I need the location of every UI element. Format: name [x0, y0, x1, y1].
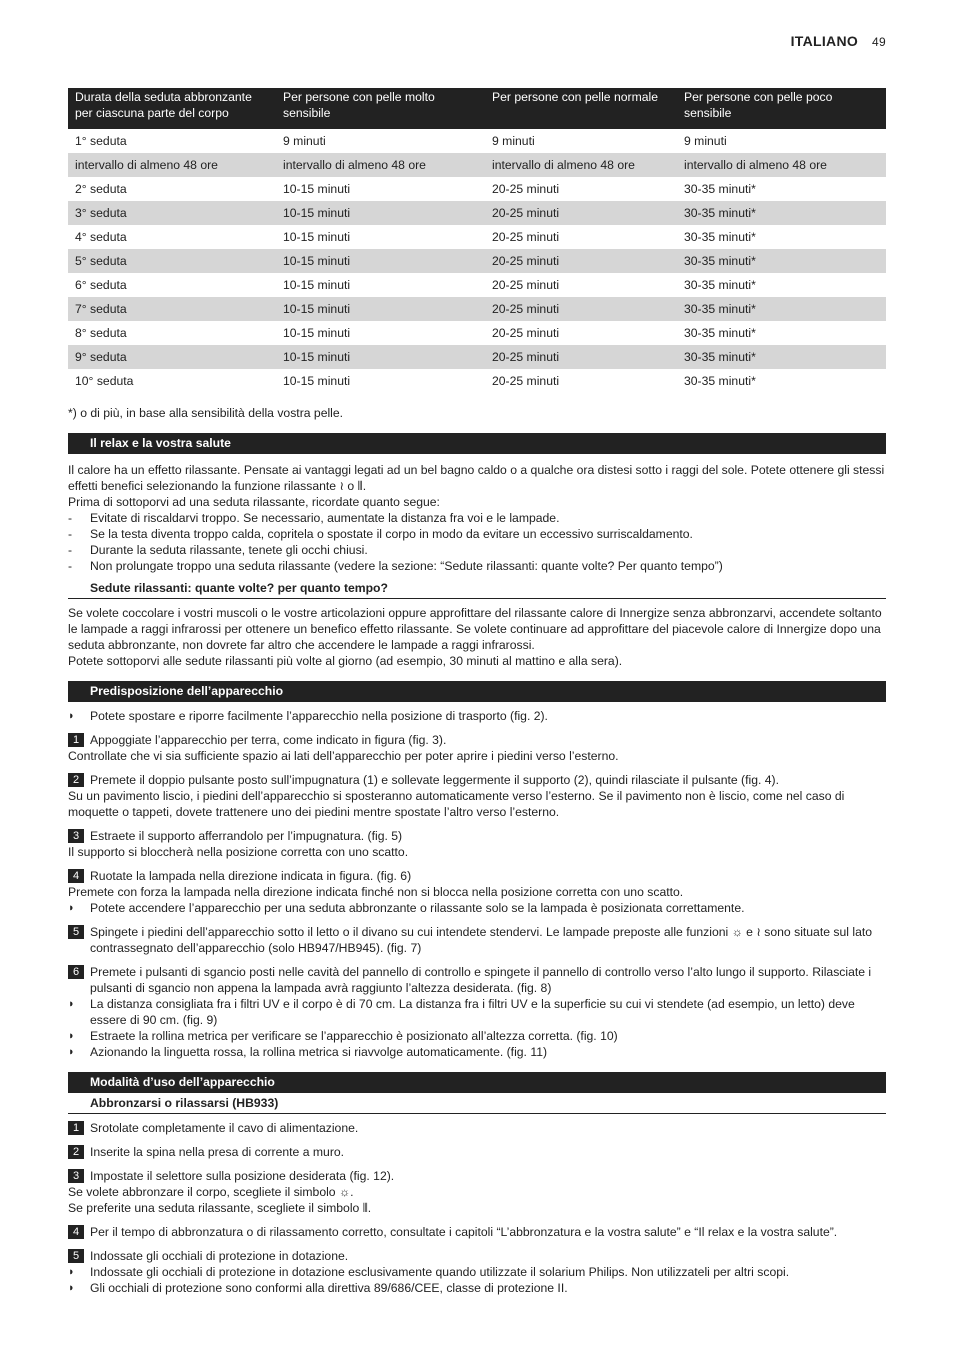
step-note: Su un pavimento liscio, i piedini dell’apparecchio si sposteranno automaticamente verso l’esterno. Se il pavimento non è liscio, come nel caso di moquette o tappeti, dovete trattenere uno dei piedini mentre spostate l’altro verso l’esterno. — [68, 789, 845, 819]
bullet-item: ◗ Estraete la rollina metrica per verificare se l’apparecchio è posizionato all’altezza corretta. (fig. 10) — [68, 1029, 618, 1043]
section-title: Modalità d’uso dell’apparecchio — [68, 1072, 886, 1093]
table-cell: 20-25 minuti — [485, 345, 677, 369]
table-row — [68, 273, 886, 297]
bullet-item: ◗ Azionando la linguetta rossa, la rollina metrica si riavvolge automaticamente. (fig. 11) — [68, 1045, 548, 1059]
subsection-title: Sedute rilassanti: quante volte? per quanto tempo? — [90, 581, 388, 595]
table-cell: 1° seduta — [75, 134, 127, 148]
table-header: Per persone con pelle normale — [485, 88, 677, 129]
table-cell: 5° seduta — [68, 249, 276, 273]
bullet-item: ◗ La distanza consigliata fra i filtri UV e il corpo è di 70 cm. La distanza fra i filtri UV e la superficie su cui vi stendete (ad esempio, un letto) deve essere di 90 cm. (fig. 9) — [68, 997, 855, 1027]
table-cell: 9 minuti — [684, 134, 727, 148]
step-note: Controllate che vi sia sufficiente spazio ai lati dell’apparecchio per poter aprire i piedini verso l’esterno. — [68, 749, 619, 763]
table-row — [68, 345, 886, 369]
table-cell: 30-35 minuti* — [677, 249, 886, 273]
table-cell: 6° seduta — [75, 278, 127, 292]
bullet-item: ◗ Potete spostare e riporre facilmente l’apparecchio nella posizione di trasporto (fig. 2). — [68, 709, 548, 723]
step: 6 Premete i pulsanti di sgancio posti nelle cavità del pannello di controllo e spingete il pannello di controllo verso l’alto lungo il supporto. Rilasciate i pulsanti di sgancio non appena la lampada avrà raggiunto l’altezza desiderata. (fig. 8) — [68, 964, 886, 996]
table-cell: 30-35 minuti* — [677, 345, 886, 369]
step-note: Se preferite una seduta rilassante, scegliete il simbolo ⫴. — [68, 1201, 372, 1215]
table-cell: 10-15 minuti — [276, 249, 485, 273]
section-title: Il relax e la vostra salute — [68, 433, 886, 454]
table-row — [68, 297, 886, 321]
table-cell: 9° seduta — [68, 345, 276, 369]
table-row — [68, 321, 886, 345]
divider — [68, 1113, 886, 1114]
table-cell: 10° seduta — [75, 374, 134, 388]
page-header — [791, 33, 886, 50]
step: 3 Impostate il selettore sulla posizione desiderata (fig. 12). — [68, 1168, 886, 1184]
list-item: - Durante la seduta rilassante, tenete gli occhi chiusi. — [68, 543, 368, 557]
step: 1 Appoggiate l’apparecchio per terra, come indicato in figura (fig. 3). — [68, 732, 886, 748]
list-item: - Non prolungate troppo una seduta rilassante (vedere la sezione: “Sedute rilassanti: quante volte? Per quanto tempo”) — [68, 559, 723, 573]
paragraph: Potete sottoporvi alle sedute rilassanti più volte al giorno (ad esempio, 30 minuti al mattino e alla sera). — [68, 654, 623, 668]
language-label: ITALIANO — [790, 33, 859, 49]
table-cell: 20-25 minuti — [485, 201, 677, 225]
table-cell: intervallo di almeno 48 ore — [485, 153, 677, 177]
table-cell: 10-15 minuti — [276, 297, 485, 321]
table-cell: 20-25 minuti — [492, 230, 560, 244]
table-row — [68, 201, 886, 225]
step: 3 Estraete il supporto afferrandolo per l’impugnatura. (fig. 5) — [68, 828, 886, 844]
table-cell: 20-25 minuti — [492, 326, 560, 340]
table-header: Per persone con pelle molto sensibile — [276, 88, 485, 129]
bullet-item: ◗ Potete accendere l’apparecchio per una seduta abbronzante o rilassante solo se la lampada è posizionata correttamente. — [68, 901, 745, 915]
table-cell: 7° seduta — [68, 297, 276, 321]
table-cell: 10-15 minuti — [283, 230, 351, 244]
table-cell: 30-35 minuti* — [677, 297, 886, 321]
step: 2 Inserite la spina nella presa di corrente a muro. — [68, 1144, 886, 1160]
table-cell: intervallo di almeno 48 ore — [677, 153, 886, 177]
table-cell: 20-25 minuti — [492, 374, 560, 388]
table-cell: 9 minuti — [492, 134, 535, 148]
step: 4 Ruotate la lampada nella direzione indicata in figura. (fig. 6) — [68, 868, 886, 884]
table-cell: 20-25 minuti — [492, 278, 560, 292]
table-header: Per persone con pelle poco sensibile — [677, 88, 886, 129]
table-cell: intervallo di almeno 48 ore — [68, 153, 276, 177]
table-cell: 10-15 minuti — [276, 201, 485, 225]
list-item: - Evitate di riscaldarvi troppo. Se necessario, aumentate la distanza fra voi e le lampade. — [68, 511, 560, 525]
step: 1 Srotolate completamente il cavo di alimentazione. — [68, 1120, 886, 1136]
table-row — [68, 249, 886, 273]
table-cell: 30-35 minuti* — [684, 230, 756, 244]
table-cell: 4° seduta — [75, 230, 127, 244]
paragraph: Il calore ha un effetto rilassante. Pensate ai vantaggi legati ad un bel bagno caldo o a qualche ora distesi sotto i raggi del sole. Potete ottenere gli stessi effetti benefici selezionando la funzione rilassante ≀ o ⫴. — [68, 463, 885, 493]
table-cell: 30-35 minuti* — [677, 201, 886, 225]
paragraph: Prima di sottoporvi ad una seduta rilassante, ricordate quanto segue: — [68, 495, 440, 509]
table-row — [68, 177, 886, 201]
divider — [68, 598, 886, 599]
table-cell: 10-15 minuti — [283, 374, 351, 388]
table-cell: 10-15 minuti — [283, 278, 351, 292]
table-cell: 2° seduta — [75, 182, 127, 196]
table-header-row — [68, 88, 886, 129]
table-cell: 20-25 minuti — [485, 249, 677, 273]
table-cell: 20-25 minuti — [485, 297, 677, 321]
step-note: Se volete abbronzare il corpo, scegliete il simbolo ☼. — [68, 1185, 354, 1199]
table-row — [68, 153, 886, 177]
section-title: Predisposizione dell’apparecchio — [68, 681, 886, 702]
subsection-title: Abbronzarsi o rilassarsi (HB933) — [90, 1096, 279, 1110]
table-cell: 30-35 minuti* — [684, 374, 756, 388]
table-cell: 20-25 minuti — [492, 182, 560, 196]
tanning-table — [68, 88, 886, 393]
bullet-item: ◗ Indossate gli occhiali di protezione in dotazione esclusivamente quando utilizzate il solarium Philips. Non utilizzateli per altri scopi. — [68, 1265, 790, 1279]
table-cell: 30-35 minuti* — [684, 326, 756, 340]
table-cell: 3° seduta — [68, 201, 276, 225]
bullet-item: ◗ Gli occhiali di protezione sono conformi alla direttiva 89/686/CEE, classe di protezione II. — [68, 1281, 568, 1295]
step: 2 Premete il doppio pulsante posto sull’impugnatura (1) e sollevate leggermente il supporto (2), quindi rilasciate il pulsante (fig. 4). — [68, 772, 886, 788]
table-cell: 9 minuti — [283, 134, 326, 148]
step: 5 Indossate gli occhiali di protezione in dotazione. — [68, 1248, 886, 1264]
table-row — [68, 129, 886, 153]
table-row — [68, 225, 886, 249]
paragraph: Se volete coccolare i vostri muscoli o le vostre articolazioni oppure approfittare del rilassante calore di Innergize senza abbronzarvi, accendete soltanto le lampade a raggi infrarossi per ottenere un benefico effetto rilassante. Se volete continuare ad approfittare del piacevole calore di Innergize dopo una seduta abbronzante, non dovrete far altro che accendere le lampade a raggi infrarossi. — [68, 606, 882, 652]
table-footnote: *) o di più, in base alla sensibilità della vostra pelle. — [68, 406, 344, 420]
table-cell: 30-35 minuti* — [684, 278, 756, 292]
step: 5 Spingete i piedini dell’apparecchio sotto il letto o il divano su cui intendete stendervi. Le lampade preposte alle funzioni ☼ e ≀ sono situate sul lato contrassegnato dell’apparecchio (solo HB947/HB945). (fig. 7) — [68, 924, 886, 956]
step-note: Premete con forza la lampada nella direzione indicata finché non si blocca nella posizione corretta con uno scatto. — [68, 885, 684, 899]
table-cell: 8° seduta — [75, 326, 127, 340]
step: 4 Per il tempo di abbronzatura o di rilassamento corretto, consultate i capitoli “L’abbronzatura e la vostra salute” e “Il relax e la vostra salute”. — [68, 1224, 886, 1240]
table-cell: 30-35 minuti* — [684, 182, 756, 196]
page-content — [68, 88, 886, 1296]
table-cell: 10-15 minuti — [276, 345, 485, 369]
step-note: Il supporto si bloccherà nella posizione corretta con uno scatto. — [68, 845, 409, 859]
table-cell: 10-15 minuti — [283, 182, 351, 196]
list-item: - Se la testa diventa troppo calda, copritela o spostate il corpo in modo da evitare un eccessivo surriscaldamento. — [68, 527, 693, 541]
table-row — [68, 369, 886, 393]
table-cell: intervallo di almeno 48 ore — [276, 153, 485, 177]
page-number: 49 — [872, 35, 886, 49]
table-header: Durata della seduta abbronzante per ciascuna parte del corpo — [68, 88, 276, 129]
table-cell: 10-15 minuti — [283, 326, 351, 340]
